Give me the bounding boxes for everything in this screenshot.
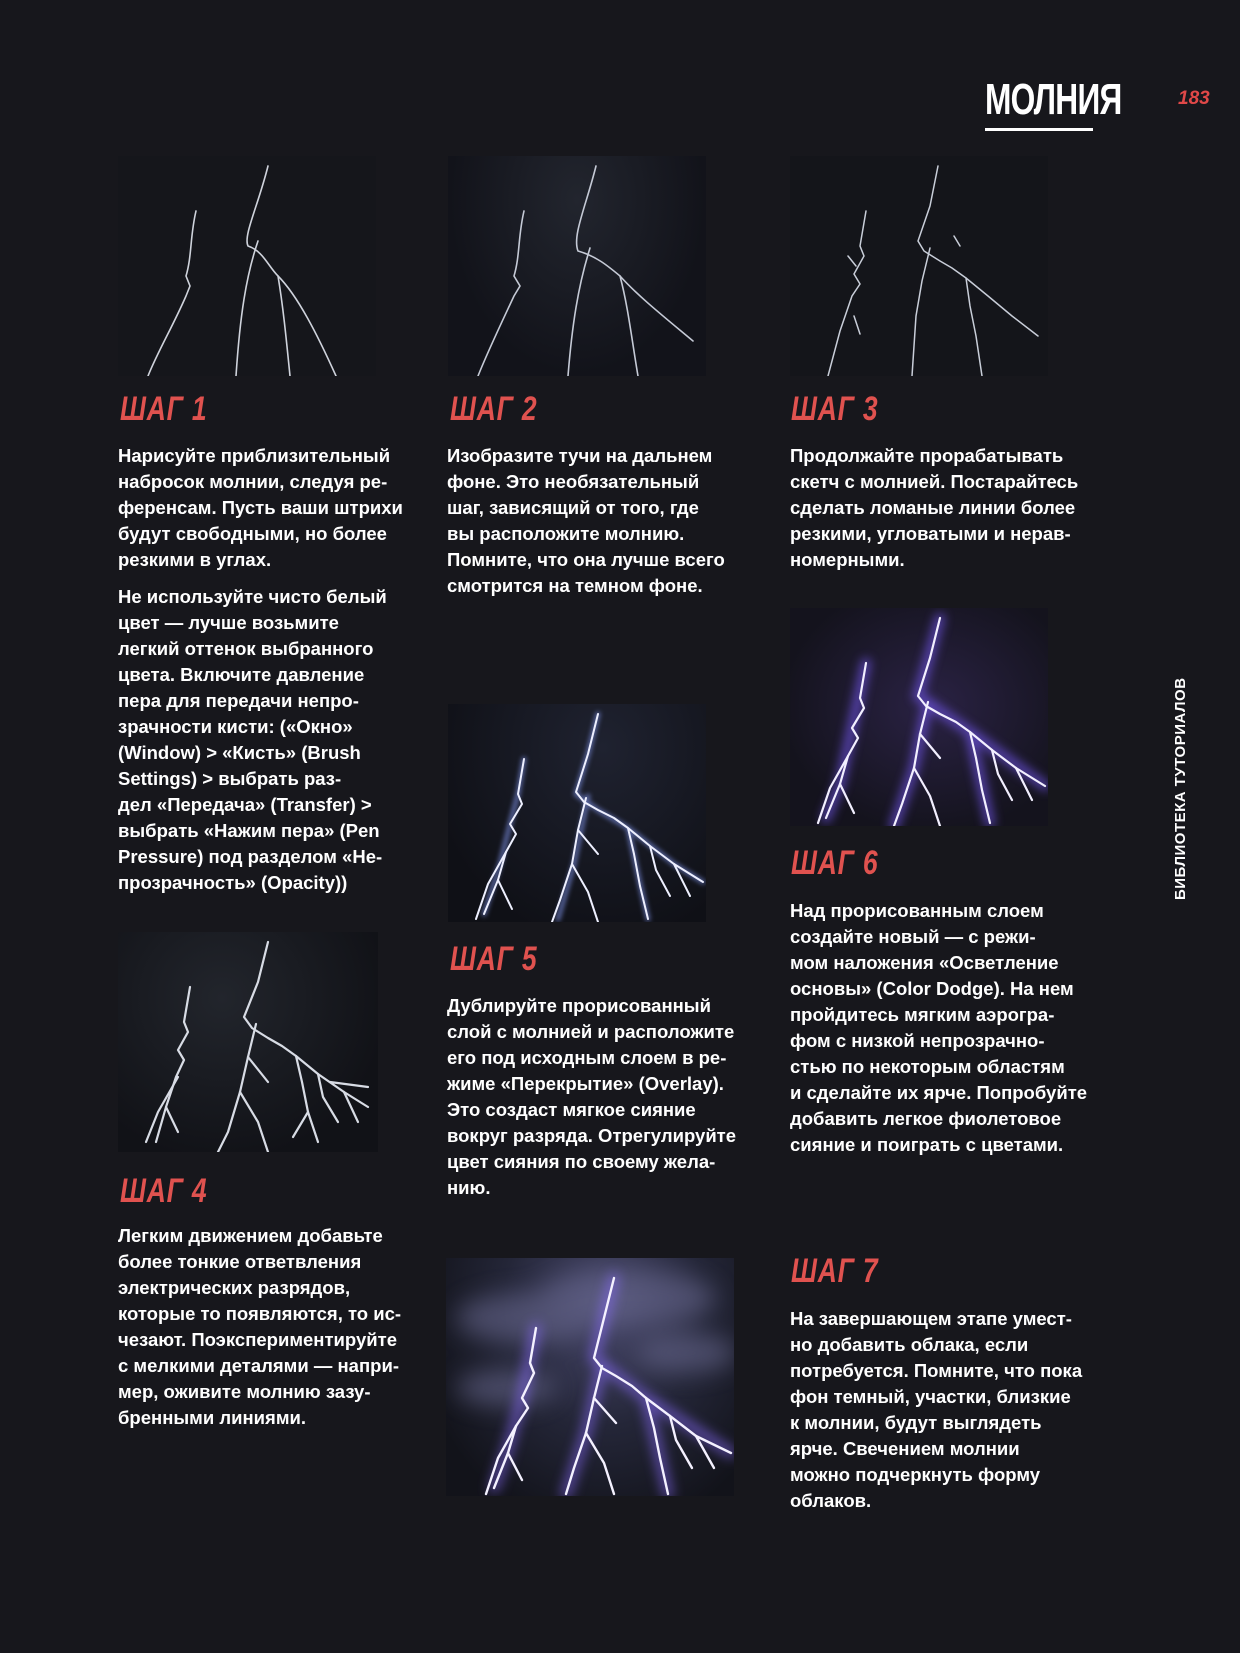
step-3-label: ШАГ 3 xyxy=(791,390,879,428)
step-1-text: Нарисуйте приблизительный набросок молнии, следуя ре- ференсам. Пусть ваши штрихи будут свободными, но более резкими в углах. xyxy=(118,445,403,570)
step-7-text: На завершающем этапе умест- но добавить облака, если потребуется. Помните, что пока фон темный, участки, близкие к молнии, будут выглядеть ярче. Свечением молнии можно подчеркнуть форму облаков. xyxy=(790,1308,1083,1511)
step-7-image xyxy=(446,1258,734,1496)
step-2-image xyxy=(448,156,706,376)
step-7-label: ШАГ 7 xyxy=(791,1252,879,1290)
step-1-label: ШАГ 1 xyxy=(120,390,208,428)
step-6-label: ШАГ 6 xyxy=(791,844,879,882)
step-4-text: Легким движением добавьте более тонкие ответвления электрических разрядов, которые то появляются, то ис- чезают. Поэкспериментируйте с мелкими деталями — напри- мер, оживите молнию зазу- бренными линиями. xyxy=(118,1225,402,1428)
step-3-text: Продолжайте прорабатывать скетч с молнией. Постарайтесь сделать ломаные линии более резкими, угловатыми и нерав- номерными. xyxy=(790,445,1079,570)
step-5-image xyxy=(448,704,706,922)
step-2-label: ШАГ 2 xyxy=(450,390,538,428)
page-number: 183 xyxy=(1178,88,1210,109)
step-5-text: Дублируйте прорисованный слой с молнией и расположите его под исходным слоем в ре- жиме «Перекрытие» (Overlay). Это создаст мягкое сияние вокруг разряда. Отрегулируйте цвет сияния по своему жела- нию. xyxy=(447,995,737,1198)
step-5-label: ШАГ 5 xyxy=(450,940,538,978)
step-1-note: Не используйте чисто белый цвет — лучше возьмите легкий оттенок выбранного цвета. Включите давление пера для передачи непро- зрачности кисти: («Окно» (Window) > «Кисть» (Brush Settings) > выбрать раз- дел «Передача» (Transfer) > выбрать «Нажим пера» (Pen Pressure) под разделом «Не- прозрачность» (Opacity)) xyxy=(118,586,387,893)
step-4-image xyxy=(118,932,378,1152)
side-section-label: БИБЛИОТЕКА ТУТОРИАЛОВ xyxy=(1172,677,1189,900)
step-3-image xyxy=(790,156,1048,376)
step-6-text: Над прорисованным слоем создайте новый — с режи- мом наложения «Осветление основы» (Color Dodge). На нем пройдитесь мягким аэрогра- фом с низкой непрозрачно- стью по некоторым областям и сделайте их ярче. Попробуйте добавить легкое фиолетовое сияние и поиграть с цветами. xyxy=(790,900,1088,1155)
page-title: МОЛНИЯ xyxy=(985,75,1122,124)
step-1-image xyxy=(118,156,376,376)
step-4-label: ШАГ 4 xyxy=(120,1172,208,1210)
step-2-text: Изобразите тучи на дальнем фоне. Это необязательный шаг, зависящий от того, где вы расположите молнию. Помните, что она лучше всего смотрится на темном фоне. xyxy=(447,445,725,596)
title-underline xyxy=(985,128,1093,131)
step-6-image xyxy=(790,608,1048,826)
